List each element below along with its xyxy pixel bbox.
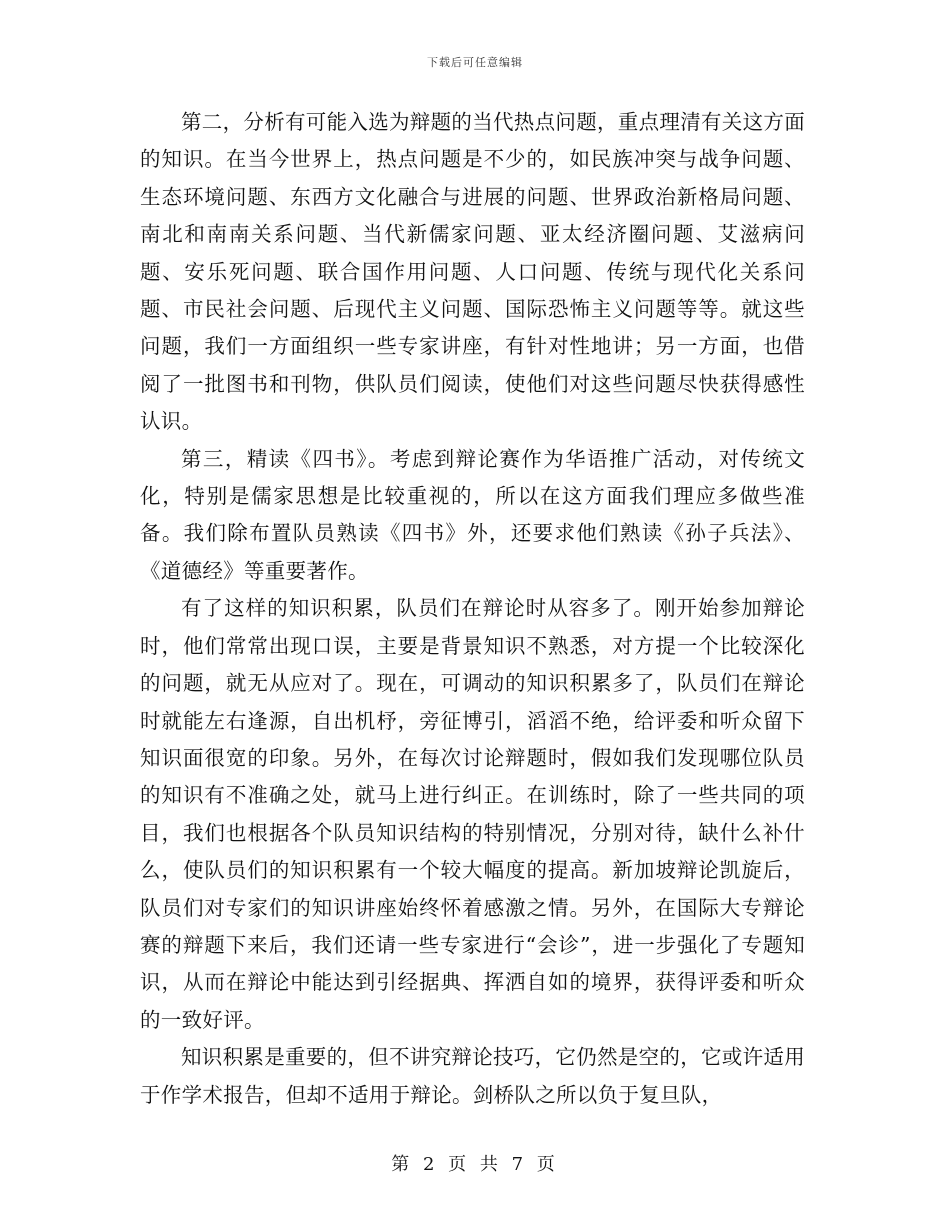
page-header-note: 下载后可任意编辑 (427, 56, 523, 69)
paragraph-2: 第三，精读《四书》。考虑到辩论赛作为华语推广活动，对传统文化，特别是儒家思想是比较重视的，所以在这方面我们理应多做些准备。我们除布置队员熟读《四书》外，还要求他们熟读《孙子兵法》、《道德经》等重要著作。 (140, 446, 805, 583)
body-text (140, 104, 805, 1114)
paragraph-3: 有了这样的知识积累，队员们在辩论时从容多了。刚开始参加辩论时，他们常常出现口误，主要是背景知识不熟悉，对方提一个比较深化的问题，就无从应对了。现在，可调动的知识积累多了，队员们在辩论时就能左右逢源，自出机杼，旁征博引，滔滔不绝，给评委和听众留下知识面很宽的印象。另外，在每次讨论辩题时，假如我们发现哪位队员的知识有不准确之处，就马上进行纠正。在训练时，除了一些共同的项目，我们也根据各个队员知识结构的特别情况，分别对待，缺什么补什么，使队员们的知识积累有一个较大幅度的提高。新加坡辩论凯旋后，队员们对专家们的知识讲座始终怀着感激之情。另外，在国际大专辩论赛的辩题下来后，我们还请一些专家进行“会诊”，进一步强化了专题知识，从而在辩论中能达到引经据典、挥洒自如的境界，获得评委和听众的一致好评。 (140, 596, 805, 1032)
paragraph-1: 第二，分析有可能入选为辩题的当代热点问题，重点理清有关这方面的知识。在当今世界上，热点问题是不少的，如民族冲突与战争问题、生态环境问题、东西方文化融合与进展的问题、世界政治新格局问题、南北和南南关系问题、当代新儒家问题、亚太经济圈问题、艾滋病问题、安乐死问题、联合国作用问题、人口问题、传统与现代化关系问题、市民社会问题、后现代主义问题、国际恐怖主义问题等等。就这些问题，我们一方面组织一些专家讲座，有针对性地讲；另一方面，也借阅了一批图书和刊物，供队员们阅读，使他们对这些问题尽快获得感性认识。 (140, 110, 805, 434)
paragraph-4: 知识积累是重要的，但不讲究辩论技巧，它仍然是空的，它或许适用于作学术报告，但却不适用于辩论。剑桥队之所以负于复旦队， (140, 1045, 805, 1107)
page-number-footer: 第 2 页 共 7 页 (391, 1154, 559, 1175)
